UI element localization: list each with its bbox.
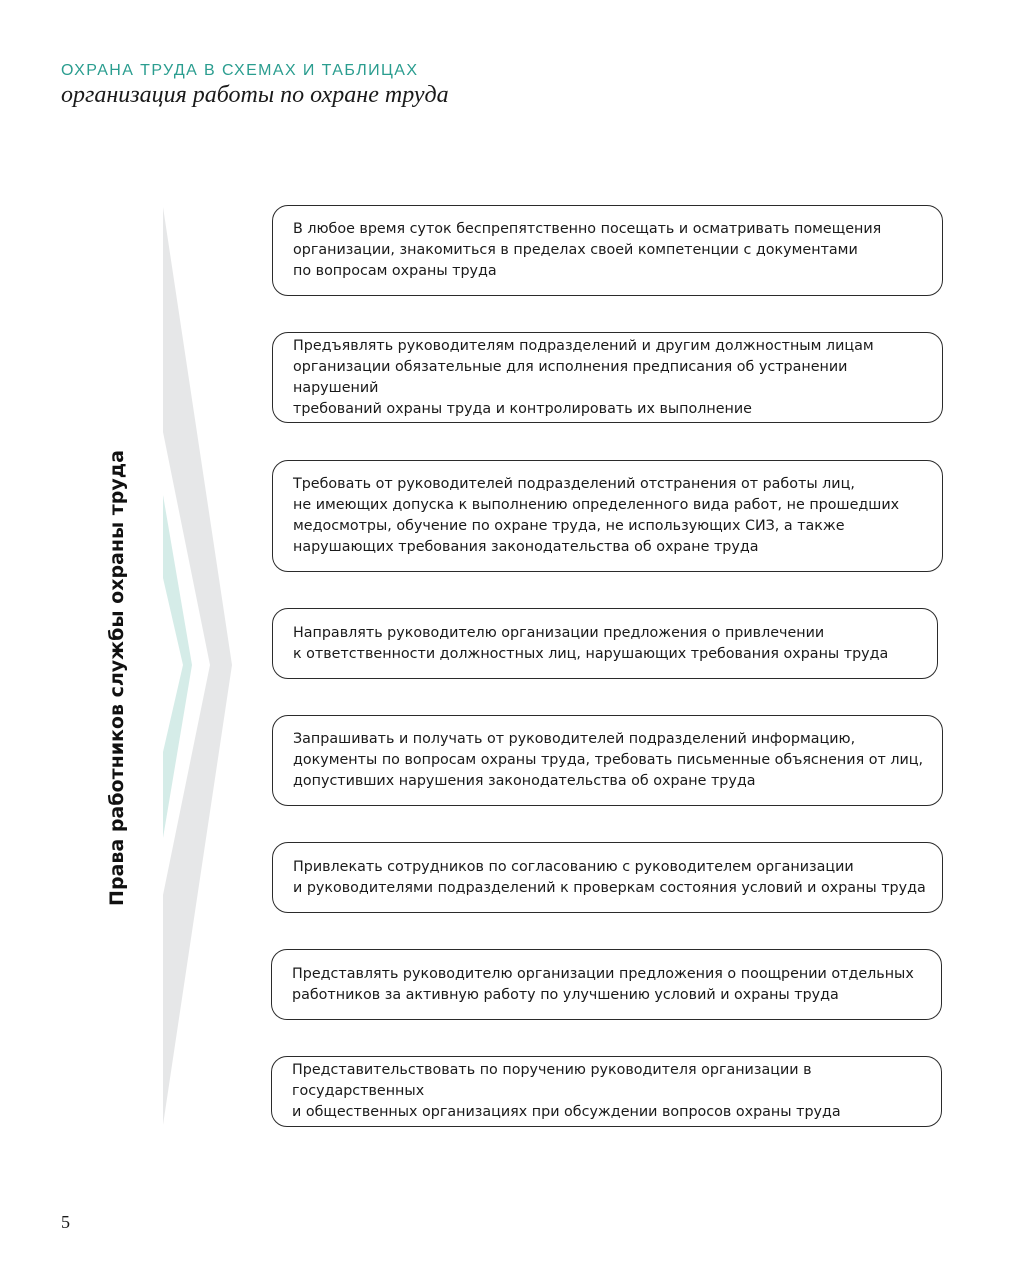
right-item-text: В любое время суток беспрепятственно посещать и осматривать помещения организации, знакомиться в пределах своей компетенции с документами по вопросам охраны труда [293, 221, 882, 279]
right-item-text: Направлять руководителю организации предложения о привлечении к ответственности должностных лиц, нарушающих требования охраны труда [293, 624, 889, 662]
right-item-box [271, 1056, 942, 1127]
right-item-box [271, 949, 942, 1020]
right-item-box [272, 205, 943, 296]
right-item-text: Представительствовать по поручению руководителя организации в государственных и общественных организациях при обсуждении вопросов охраны труда [292, 1062, 841, 1120]
right-item-text: Запрашивать и получать от руководителей подразделений информацию, документы по вопросам охраны труда, требовать письменные объяснения от лиц, допустивших нарушения законодательства об охране труда [293, 731, 924, 789]
right-item-box [272, 332, 943, 423]
header-subtitle: организация работы по охране труда [61, 82, 449, 108]
right-item-box [272, 460, 943, 572]
page-number: 5 [61, 1212, 70, 1232]
gray-chevron-shape [163, 207, 232, 1125]
right-item-text: Привлекать сотрудников по согласованию с руководителем организации и руководителями подразделений к проверкам состояния условий и охраны труда [293, 858, 926, 896]
right-item-text: Предъявлять руководителям подразделений и другим должностным лицам организации обязательные для исполнения предписания об устранении нарушений требований охраны труда и контролировать их выполнение [293, 337, 874, 417]
right-item-box [272, 842, 943, 913]
right-item-box [272, 715, 943, 806]
right-item-box [272, 608, 938, 679]
right-item-text: Требовать от руководителей подразделений отстранения от работы лиц, не имеющих допуска к выполнению определенного вида работ, не прошедших медосмотры, обучение по охране труда, не использующих СИЗ, а также нарушающих требования законодательства об охране труда [293, 476, 900, 555]
header-title: ОХРАНА ТРУДА В СХЕМАХ И ТАБЛИЦАХ [61, 62, 419, 79]
right-item-text: Представлять руководителю организации предложения о поощрении отдельных работников за активную работу по улучшению условий и охраны труда [292, 965, 914, 1003]
vertical-section-title: Права работников службы охраны труда [106, 450, 128, 906]
